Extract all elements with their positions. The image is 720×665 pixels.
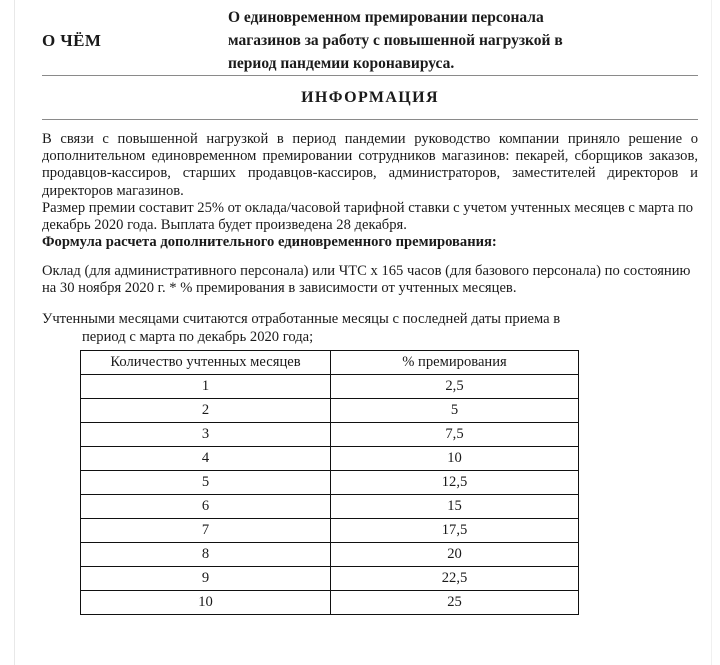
table-row (81, 518, 579, 542)
spacer (42, 297, 698, 311)
cell-percent: 7,5 (331, 422, 579, 446)
cell-months: 4 (81, 446, 331, 470)
cell-percent: 5 (331, 398, 579, 422)
table-row (81, 542, 579, 566)
cell-percent: 17,5 (331, 518, 579, 542)
cell-months: 2 (81, 398, 331, 422)
cell-months: 9 (81, 566, 331, 590)
table-row (81, 590, 579, 614)
table-row (81, 470, 579, 494)
counted-months-line-2: период с марта по декабрь 2020 года; (82, 328, 314, 345)
cell-percent: 12,5 (331, 470, 579, 494)
paragraph-bonus-amount: Размер премии составит 25% от оклада/часовой тарифной ставки с учетом учтенных месяцев с марта по декабрь 2020 года. Выплата будет произведена 28 декабря. (42, 199, 694, 234)
title-line: О единовременном премировании персонала (228, 9, 544, 26)
cell-percent: 10 (331, 446, 579, 470)
section-heading-information: ИНФОРМАЦИЯ (301, 89, 439, 106)
cell-months: 5 (81, 470, 331, 494)
cell-percent: 20 (331, 542, 579, 566)
cell-percent: 25 (331, 590, 579, 614)
rate-table-container (42, 346, 698, 615)
cell-percent: 2,5 (331, 374, 579, 398)
table-row (81, 446, 579, 470)
counted-months-line-1: Учтенными месяцами считаются отработанные месяцы с последней даты приема в (42, 311, 561, 328)
table-row (81, 398, 579, 422)
paragraph-formula-body: Оклад (для административного персонала) или ЧТС х 165 часов (для базового персонала) по состоянию на 30 ноября 2020 г. * % премирования в зависимости от учтенных месяцев. (42, 263, 691, 297)
table-row (81, 422, 579, 446)
table-row (81, 566, 579, 590)
title-line: магазинов за работу с повышенной нагрузкой в (228, 32, 563, 49)
cell-percent: 15 (331, 494, 579, 518)
cell-months: 6 (81, 494, 331, 518)
cell-months: 10 (81, 590, 331, 614)
cell-months: 1 (81, 374, 331, 398)
title-line: период пандемии коронавируса. (228, 55, 455, 72)
table-row (81, 374, 579, 398)
spacer (42, 252, 698, 263)
table-row (81, 494, 579, 518)
cell-percent: 22,5 (331, 566, 579, 590)
document-body (42, 120, 698, 615)
header-label-about: О ЧЁМ (42, 30, 102, 50)
document-title (228, 6, 698, 75)
cell-months: 7 (81, 518, 331, 542)
document-header (42, 0, 698, 75)
cell-months: 8 (81, 542, 331, 566)
paragraph-intro: В связи с повышенной нагрузкой в период пандемии руководство компании приняло решение о дополнительном единовременном премировании сотрудников магазинов: пекарей, сборщиков заказов, продавцов-кассиров, старших продавцов-кассиров, администраторов, заместителей директоров и директоров магазинов. (42, 131, 698, 199)
column-header-percent: % премирования (331, 350, 579, 374)
bonus-rate-table (80, 350, 579, 615)
paragraph-formula-heading: Формула расчета дополнительного единовременного премирования: (42, 234, 497, 251)
table-body (81, 374, 579, 614)
cell-months: 3 (81, 422, 331, 446)
table-header-row (81, 350, 579, 374)
paragraph-counted-months (42, 311, 698, 345)
column-header-months: Количество учтенных месяцев (81, 350, 331, 374)
